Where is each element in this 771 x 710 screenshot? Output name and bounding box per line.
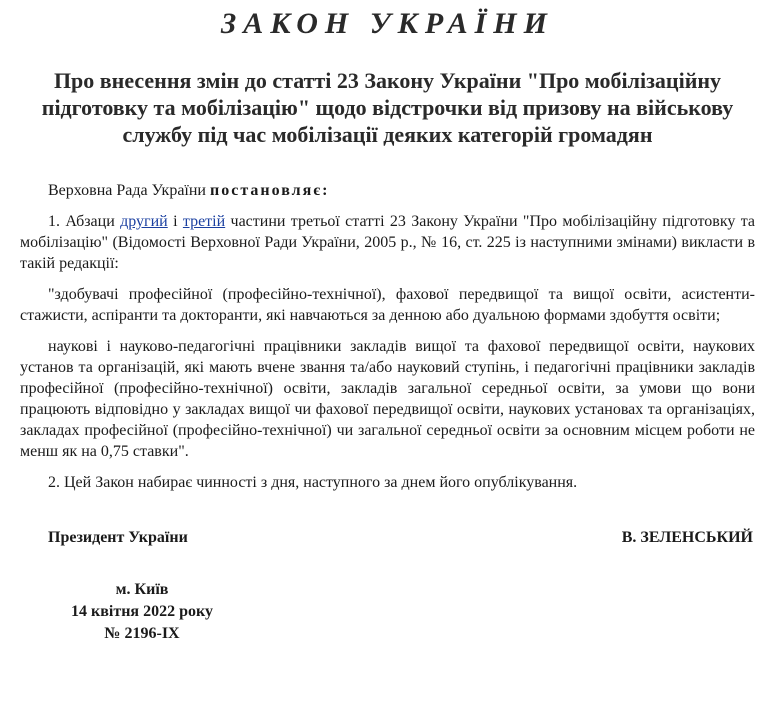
- law-body: [20, 180, 755, 493]
- law-number: № 2196-IX: [104, 625, 180, 642]
- item1-text-between: і: [167, 213, 183, 230]
- item1-text-end: частини третьої статті 23 Закону України "Про мобілізаційну підготовку та мобілізацію" (Відомості Верховної Ради України, 2005 р., № 16, ст. 225 із наступними змінами) викласти в такій редакції:: [20, 213, 756, 272]
- signature-name: В. ЗЕЛЕНСЬКИЙ: [621, 529, 753, 546]
- quoted-paragraph-2: наукові і науково-педагогічні працівники закладів вищої та фахової передвищої освіти, наукових установ та організацій, які мають вчене звання та/або науковий ступінь, і педагогічні працівники закладів професійної (професійно-технічної) освіти, закладів загальної середньої освіти, за умови що вони працюють відповідно у закладах вищої чи фахової передвищої освіти, наукових установах та організаціях, закладах професійної (професійно-технічної) чи загальної середньої освіти за основним місцем роботи не менш як на 0,75 ставки".: [20, 338, 755, 460]
- signature-block: [20, 529, 755, 547]
- preamble-verb: постановляє:: [210, 182, 330, 199]
- date: 14 квітня 2022 року: [71, 603, 213, 620]
- place: м. Київ: [115, 581, 169, 598]
- preamble-prefix: Верховна Рада України: [48, 182, 210, 199]
- article-item-2: 2. Цей Закон набирає чинності з дня, наступного за днем його опублікування.: [48, 474, 578, 491]
- law-subtitle: Про внесення змін до статті 23 Закону України "Про мобілізаційну підготовку та мобілізацію" щодо відстрочки від призову на військову службу під час мобілізації деяких категорій громадян: [41, 68, 734, 147]
- preamble: [20, 180, 755, 201]
- signature-role: Президент України: [48, 529, 188, 546]
- link-paragraph-third[interactable]: третій: [182, 213, 226, 230]
- item1-text-start: 1. Абзаци: [48, 213, 121, 230]
- link-paragraph-second[interactable]: другий: [120, 213, 168, 230]
- quoted-paragraph-1: "здобувачі професійної (професійно-технічної), фахової передвищої та вищої освіти, асистенти-стажисти, аспіранти та докторанти, які навчаються за денною або дуальною формами здобуття освіти;: [20, 286, 755, 324]
- law-title: ЗАКОН УКРАЇНИ: [221, 7, 554, 40]
- article-item-1: [20, 211, 755, 274]
- place-date-block: [52, 579, 232, 645]
